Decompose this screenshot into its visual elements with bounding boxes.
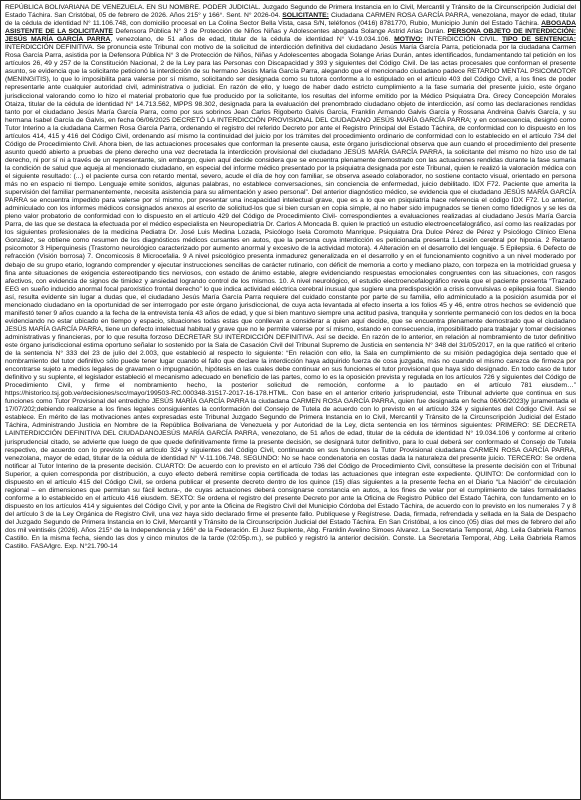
edict-body: Se pronuncia este Tribunal con motivo de la solicitud de interdicción definitiva del ciudadano Jesús María García Parra, peticionada por la ciudadana Carmen Rosa García Parra, asistida por la Defensora Pública N° 3 de Protección de Niños, Niñas y Adolescentes abogada Solange Arias Durán, antes identificados, fundamentando tal petición en los artículos 26, 49 y 257 de la Constitución Nacional, 2 de la Ley para las Personas con Discapacidad y 393 y siguientes del Código Civil. De las actas procesales que conforman el presente asunto, se evidencia que la solicitante peticionó la interdicción de su hermano Jesús María García Parra, alegando que el mencionado ciudadano padece RETARDO MENTAL PSICOMOTOR (MENINGITIS), lo que lo imposibilita para valerse por sí mismo, solicitando ser designada como su tutora conforme a lo estipulado en el artículo 403 del Código Civil, a los fines de poder representarle ante cualquier autoridad civil, administrativa o judicial. En razón de ello, y luego de haber dado estricto cumplimiento a la fase sumaria del presente juicio, este órgano jurisdiccional valorando como lo hizo el material probatorio que fue producido por la solicitante, los resultas del informe emitido por la Médico Psiquiatra Dra. Grecy Concepción Morales Otaiza, titular de la cédula de identidad N° 14.713.562, MPPS 98.302, designada para la evaluación del prenombrado ciudadano objeto de interdicción, así como las declaraciones rendidas tanto por el ciudadano Jesús María García Parra, como por sus sobrinos Jean Carlos Rigoberto Galvis García, Franklin Armando Galvis García y Rossana Andreina Galvis García, y su hermana Isabel García de Galvis, en fecha 06/06/2025 DECRETÓ LA INTERDICCIÓN PROVISIONAL DEL CIUDADANO JESÚS MARÍA GARCÍA PARRA; y en consecuencia, designó como Tutor Interino a la ciudadana Carmen Rosa García Parra, ordenando el registro del referido Decreto por ante el Registro Principal del Estado Táchira, de conformidad con lo dispuesto en los artículos 414, 415 y 416 del Código Civil, ordenando así mismo la continuidad del juicio por los trámites del procedimiento ordinario de conformidad con lo establecido en el artículo 734 del Código de Procedimiento Civil. Ahora bien, de las actuaciones procesales que conforman la presente causa, este órgano jurisdiccional observa que aun cuando el procedimiento del presente asunto quedó abierto a pruebas de pleno derecho una vez decretada la interdicción provisional del ciudadano JESÚS MARÍA GARCÍA PARRA, la solicitante del mismo no hizo uso de tal derecho, ni por sí ni a través de un representante, sin embargo, quien aquí decide considera que se encuentra plenamente demostrado con las actuaciones rendidas durante la fase sumaria la condición de salud que aqueja al mencionado ciudadano, en especial del informe médico presentado por la psiquiatra designada por este Tribunal, quien le realizó la valoración médica con el siguiente resultado: (...) el paciente cursa con retardo mental, severo, acude el día de hoy con familiar, se observa aseado colaborador, no sostiene contacto visual, orientado en persona más no en espacio ni tiempo. Lenguaje emite sonidos, algunas palabras, no establece conversaciones, sin conciencia de enfermedad, juicio debilitado. IDX F72. Paciente que amerita la supervisión del familiar permanentemente, necesita asistencia para su alimentación y aseo personal”. Del anterior diagnóstico médico, se evidencia que el ciudadano JESÚS MARÍA GARCÍA PARRA se encuentra impedido para valerse por sí mismo, por presentar una incapacidad intelectual grave, que es a lo que en psiquiatría hace referencia el código IDX F72. Lo anterior, adminiculado con los informes médicos consignados anexos al escrito de solicitud-los que si bien cursan en copia simple, al no haber sido impugnados se tienen como fidedignos y se les da pleno valor probatorio de conformidad con lo dispuesto en el artículo 429 del Código de Procedimiento Civil- correspondientes a evaluaciones realizadas al ciudadano Jesús María García Parra, de las que se destaca la efectuada por el médico especialista en Neuropediatría Dr. Carlos A Moncada B. quien le practicó un estudio electroencefalográfico, así como las realizadas por los siguientes profesionales de la medicina Pediatra Dr. José Luis Medina Lozada, Psicólogo Isela Coromoto Manrique. Psiquiatra Dra Dulce Pérez de Pérez y Psicólogo Clínico Elena González, se obtiene como resumen de los diagnósticos médicos cursantes en autos, que la persona cuya interdicción es peticionada presenta 1.Lesión cerebral por hipoxia. 2 Retardo psicomotor 3 Hiperquinesis (Trastorno neurológico caracterizado por aumento anormal y excesivo de la actividad motora). 4 Alteración en el desarrollo del lenguaje. 5 Epilepsia. 6 Defecto de refracción (Visión borrosa) 7. Oncomicosis 8 Microcefalia. 9 A nivel psicológico presenta inmadurez generalizada en el desarrollo y en el funcionamiento cognitivo a un nivel moderado por debajo de su grupo etario, logrando comprender y ejecutar instrucciones sencillas de carácter rutinario, con déficit de memoria a corto y mediano plazo, con torpeza en la motricidad gruesa y fina ante situaciones de exigencia estereotipando tics nerviosos, con estado de ánimo estable, alegre evidenciando respuestas emocionales congruentes con las situaciones, con rasgos afectivos, con evidencia de signos de timidez y ansiedad logrando control de los mismos. 10. A nivel neurológico, el estudio electroencefalográfico revela que el paciente presenta “Trazado EEG en sueño inducido anormal focal paroxístico frontal derecho” lo que indica actividad eléctrica cerebral inusual que sugiere una predisposición a crisis convulsivas o epilepsia focal. Siendo así, resulta evidente sin lugar a dudas que, el ciudadano Jesús María García Parra requiere del cuidado constante por parte de su familia, ello adminiculado a la posición asumida por el mencionado ciudadano en la oportunidad de ser interrogado por este órgano jurisdiccional, de cuya acta levantada al efecto inserta a los folios 45 y 46, entre otros hechos se evidenció que manifestó tener 9 años cuando a la fecha de la entrevista tenía 43 años de edad, y que si bien mantuvo siempre una actitud pasiva, tranquila y sonriente permaneció con los dedos en la boca evidenciando no estar ubicado en tiempo y espacio, situaciones todas estas que conllevan a considerar a quien aquí decide, que se encuentra plenamente demostrado que el ciudadano JESÚS MARÍA GARCÍA PARRA, tiene un defecto intelectual habitual y grave que no le permite valerse por sí mismo, estando en consecuencia, imposibilitado para trabajar y tomar decisiones administrativas y financieras, por lo que resulta forzoso DECRETAR SU INTERDICCIÓN DEFINITIVA. Así se decide. En razón de lo anterior, en relación al nombramiento de tutor definitivo este órgano jurisdiccional estima oportuno señalar lo sostenido por la Sala de Casación Civil del Tribunal Supremo de Justicia en sentencia N° 348 del 31/05/2017, en la que ratificó el criterio de la sentencia N° 333 del 23 de julio del 2.003, que estableció al respecto lo siguiente: “En relación con ello, la Sala en cumplimiento de su misión pedagógica deja sentado que el nombramiento del tutor definitivo sólo puede tener lugar cuando el fallo que declare la interdicción haya adquirido fuerza de cosa juzgada, más no cuando el mismo carezca de firmeza por encontrarse sujeto a medios legales de gravamen o impugnación, hipótesis en las cuales debe continuar en sus funciones el tutor provisional que haya sido designado. En todo caso de tutor definitivo y su suplente, el legislador estableció el mecanismo adecuado en beneficio de las partes, como lo es la oposición prevista y regulada en los artículos 726 y siguientes del Código de Procedimiento Civil, y firme el nombramiento hecho, la posterior solicitud de remoción, conforme a lo pautado en el artículo 781 eiusdem…” https://historico.tsj.gob.ve/decisiones/scc/mayo/199503-RC.000348-31517-2017-16-178.HTML. Con base en el anterior criterio jurisprudencial, este Tribunal advierte que continua en sus funciones como Tutor Provisional del entredicho JESÚS MARÍA GARCÍA PARRA la ciudadana CARMEN ROSA GARCÍA PARRA, quien fue designada en fecha 06/06/2023)y juramentada el 17/07/202;debiendo realizarse a los fines legales consiguientes la conformación del Consejo de Tutela de acuerdo con lo previsto en el artículo 324 y siguientes del Código Civil. Así se establece. En mérito de las motivaciones antes expresadas este Tribunal Juzgado Segundo de Primera Instancia en lo Civil, Mercantil y Tránsito de la Circunscripción Judicial del Estado Táchira, Administrando Justicia en Nombre de la República Bolivariana de Venezuela y por Autoridad de la Ley, dicta sentencia en los términos siguientes: PRIMERO: SE DECRETA LAINTERDICCIÓN DEFINITIVA DEL CIUDADANOJESÚS MARÍA GARCÍA PARRA, venezolano, de 51 años de edad, titular de la cédula de identidad N° 19.034.106 y conforme al criterio jurisprudencial citado, se advierte que luego de que quede definitivamente firme la presente decisión, se designará tutor definitivo, para lo cual deberá ser conformado el Consejo de Tutela respectivo, de acuerdo con lo previsto en el artículo 324 y siguientes del Código Civil, continuando en sus funciones la Tutor Provisional ciudadana CARMEN ROSA GARCÍA PARRA, venezolana, mayor de edad, titular de la cédula de identidad N° V-11.106.748. SEGUNDO: No se hace condenatoria en costas dada la naturaleza del presente juicio. TERCERO: Se ordena notificar al Tutor Interino de la presente decisión. CUARTO: De acuerdo con lo previsto en el artículo 736 del Código de Procedimiento Civil, consúltese la presente decisión con el Tribunal Superior, a quien corresponda por distribución, a cuyo efecto deberá remitirse copia certificada de todas las actuaciones que integran este expediente. QUINTO: De conformidad con lo dispuesto en el artículo 415 del Código Civil, se ordena publicar el presente decreto dentro de los quince (15) días siguientes a la presente fecha en el Diario “La Nación” de circulación regional – en dimensiones que permitan su fácil lectura-, de cuyas actuaciones deberá consignarse constancia en autos, a los fines de velar por el cumplimiento de tales formalidades conforme a lo establecido en el artículo 416 eiusdem. SEXTO: Se ordena el registro del presente Decreto por ante la Oficina de Registro Público del Estado Táchira, con fundamento en lo dispuesto en los artículos 414 y siguientes del Código Civil, y por ante la Oficina de Registro Civil del Municipio Córdoba del Estado Táchira, de acuerdo con lo previsto en los numerales 7 y 8 del artículo 3 de la Ley Orgánica de Registro Civil, una vez haya sido declarado firme el presente fallo. Publíquese y Regístrese. Dada, firmada, refrendada y sellada en la Sala de Despacho del Juzgado Segundo de Primera Instancia en lo Civil, Mercantil y Tránsito de la Circunscripción Judicial del Estado Táchira. En San Cristóbal, a los cinco (05) días del mes de febrero del año dos mil veintiséis (2026). Años 215° de la Independencia y 166° de la Federación. El Juez Suplente, Abg. Franklin Avelino Simoes Alvarez. La Secretaria Temporal, Abg. Leila Gabriela Ramos Castillo. En la misma fecha, siendo las dos y cinco minutos de la tarde (02:05p.m.), se publicó y registró la anterior decisión. Conste. La Secretaria Temporal, Abg. Leila Gabriela Ramos Castillo. FASA/lgrc. Exp. N°21.790-14: [5, 44, 576, 551]
edict-text: [5, 4, 576, 551]
motivo-text: INTERDICCIÓN CIVIL.: [426, 36, 499, 44]
tipo-sentencia-label: TIPO DE SENTENCIA:: [501, 36, 576, 44]
edict-intro: REPÚBLICA BOLIVARIANA DE VENEZUELA. EN SU NOMBRE. PODER JUDICIAL. Juzgado Segundo de Primera Instancia en lo Civil, Mercantil y Tránsito de la Circunscripción Judicial del Estado Táchira. San Cristóbal, 05 de febrero de 2026. Años 215° y 166°. Sent. N° 2026-04.: [5, 4, 576, 20]
abogada-label: ABOGADA ASISTENTE DE LA SOLICITANTE: [5, 20, 576, 36]
solicitante-text: Ciudadana CARMEN ROSA GARCÍA PARRA, venezolana, mayor de edad, titular de la cédula de identidad N° 11.106.748, con domicilio procesal en La Colina Sector Bella Vista, casa S/N, teléfonos (0416) 8781770, Rubio, Municipio Junín del Estado Táchira.: [5, 12, 576, 28]
solicitante-label: SOLICITANTE:: [282, 12, 329, 20]
persona-label: PERSONA OBJETO DE INTERDICCIÓN: JESÚS MARÍA GARCÍA PARRA: [5, 28, 576, 44]
abogada-text: Defensora Pública N° 3 de Protección de Niños Niñas y Adolescentes abogada Solange Astrid Arias Durán.: [115, 28, 445, 36]
persona-text: , venezolano, de 51 años de edad, titular de la cédula de identidad N° V-19.034.106.: [110, 36, 391, 44]
motivo-label: MOTIVO:: [394, 36, 423, 44]
tipo-sentencia-text: INTERDICCIÓN DEFINITIVA.: [5, 44, 95, 52]
